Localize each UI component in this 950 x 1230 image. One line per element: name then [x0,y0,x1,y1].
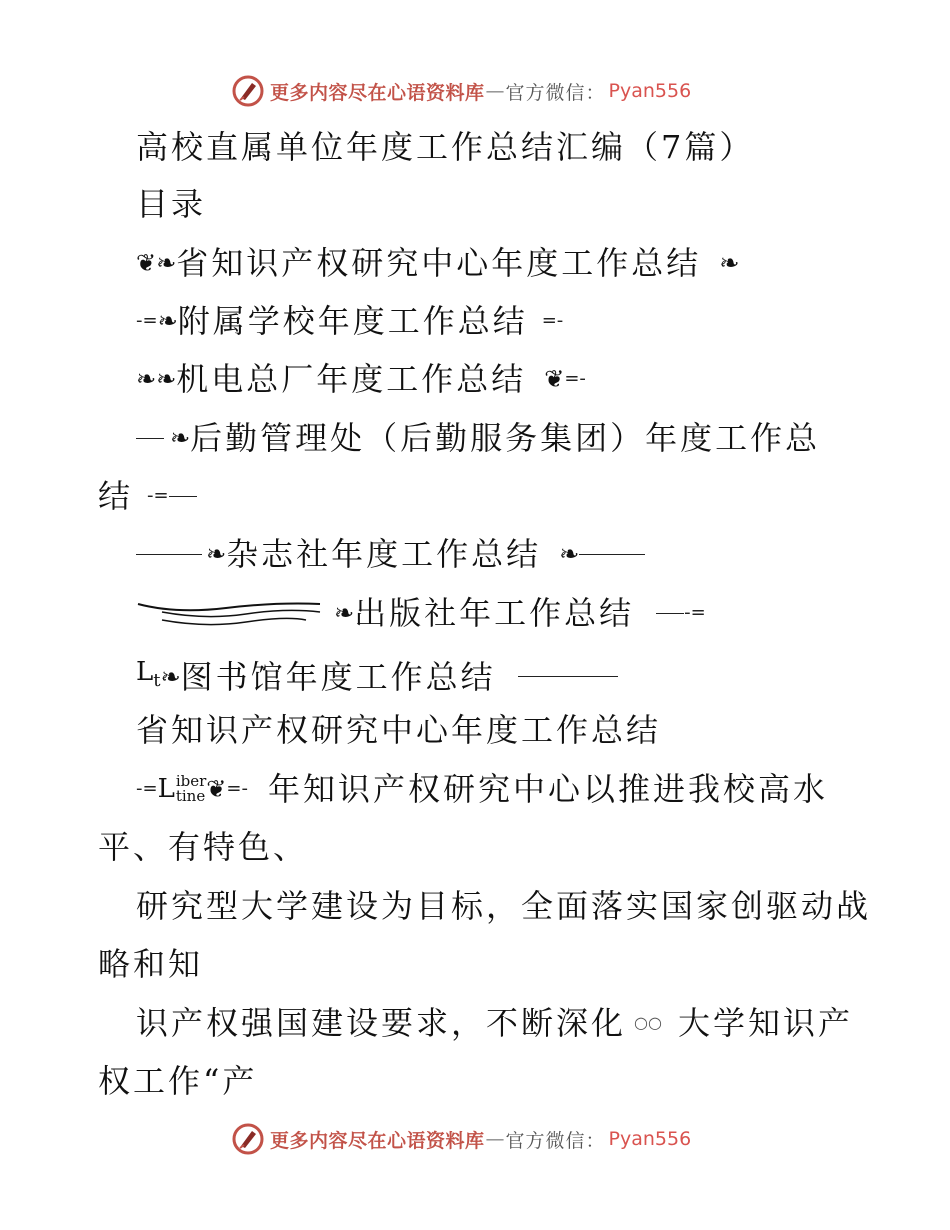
watermark-brand: 更多内容尽在心语资料库 [270,81,485,104]
body-line-6: 权工作“产 [98,1062,258,1100]
watermark-label: 官方微信： [505,1129,606,1152]
leader-rule [518,676,618,677]
fleuron-icon: ❦ [544,365,565,393]
fleuron-icon: ❧ [170,424,191,452]
leader-rule [169,496,197,497]
watermark-label: 官方微信： [505,81,606,104]
leader-dash-icon: -= [136,310,158,331]
body-line-2: 平、有特色、 [98,828,309,866]
quill-logo-icon [232,75,264,107]
fleuron-icon: ❦❧ [136,249,177,277]
toc-item-4[interactable]: ❧ 后勤管理处（后勤服务集团）年度工作总 [136,418,820,458]
section-heading: 省知识产权研究中心年度工作总结 [136,711,662,749]
fleuron-icon: ❧❧ [136,365,177,393]
toc-item-7[interactable]: $L_t$ ❧ 图书馆年度工作总结 [136,652,618,701]
fleuron-icon: ❧ [559,540,580,568]
leader-dash-icon: =- [226,778,248,799]
toc-item-3[interactable]: ❧❧ 机电总厂年度工作总结 ❦ =- [136,360,586,398]
fleuron-icon: ❧ [206,540,227,568]
leader-rule [579,554,645,555]
toc-item-4-continued[interactable]: 结 -= [98,476,197,516]
body-line-1: -= L iber tine ❦ =- 年知识产权研究中心以推进我校高水 [136,770,828,808]
fleuron-icon: ❧ [160,662,181,691]
watermark-dash: — [485,80,505,102]
leader-rule [656,613,684,614]
fleuron-icon: ❧ [719,249,740,277]
watermark-handle: Pyan556 [608,80,692,102]
symbol-lt: L [157,774,175,804]
document-title: 高校直属单位年度工作总结汇编（7篇） [136,128,755,166]
fleuron-icon: ❧ [157,307,178,335]
watermark-dash: — [485,1128,505,1150]
wavy-rule-icon [136,596,322,630]
body-line-4: 略和知 [98,945,204,983]
body-line-3: 研究型大学建设为目标，全面落实国家创驱动战 [136,887,872,925]
watermark-handle: Pyan556 [608,1128,692,1150]
body-line-5: 识产权强国建设要求，不断深化 ○○ 大学知识产 [136,1004,853,1042]
toc-item-5[interactable]: ❧ 杂志社年度工作总结 ❧ [136,534,645,574]
leader-dash-icon: =- [541,310,564,331]
fleuron-icon: ❦ [206,775,227,803]
leader-dash-icon: =- [564,368,586,389]
leader-dash-icon: -= [136,778,158,799]
symbol-iber-tine: iber tine [175,772,207,805]
leader-dash-icon: -= [147,485,169,506]
fleuron-icon: ❧ [334,599,355,627]
toc-item-6[interactable]: ❧ 出版社年工作总结 -= [136,593,706,633]
footer-watermark [232,1122,691,1156]
leader-rule [136,438,164,439]
header-watermark [232,74,691,108]
toc-heading: 目录 [136,185,207,223]
leader-rule [136,554,202,555]
watermark-brand: 更多内容尽在心语资料库 [270,1129,485,1152]
symbol-lt: $L_t$ [136,657,161,692]
leader-dash-icon: -= [684,602,706,623]
toc-item-2[interactable]: -= ❧ 附属学校年度工作总结 =- [136,302,564,340]
toc-item-1[interactable]: ❦❧ 省知识产权研究中心年度工作总结 ❧ [136,244,740,282]
placeholder-circles: ○○ [634,1013,662,1032]
quill-logo-icon [232,1123,264,1155]
